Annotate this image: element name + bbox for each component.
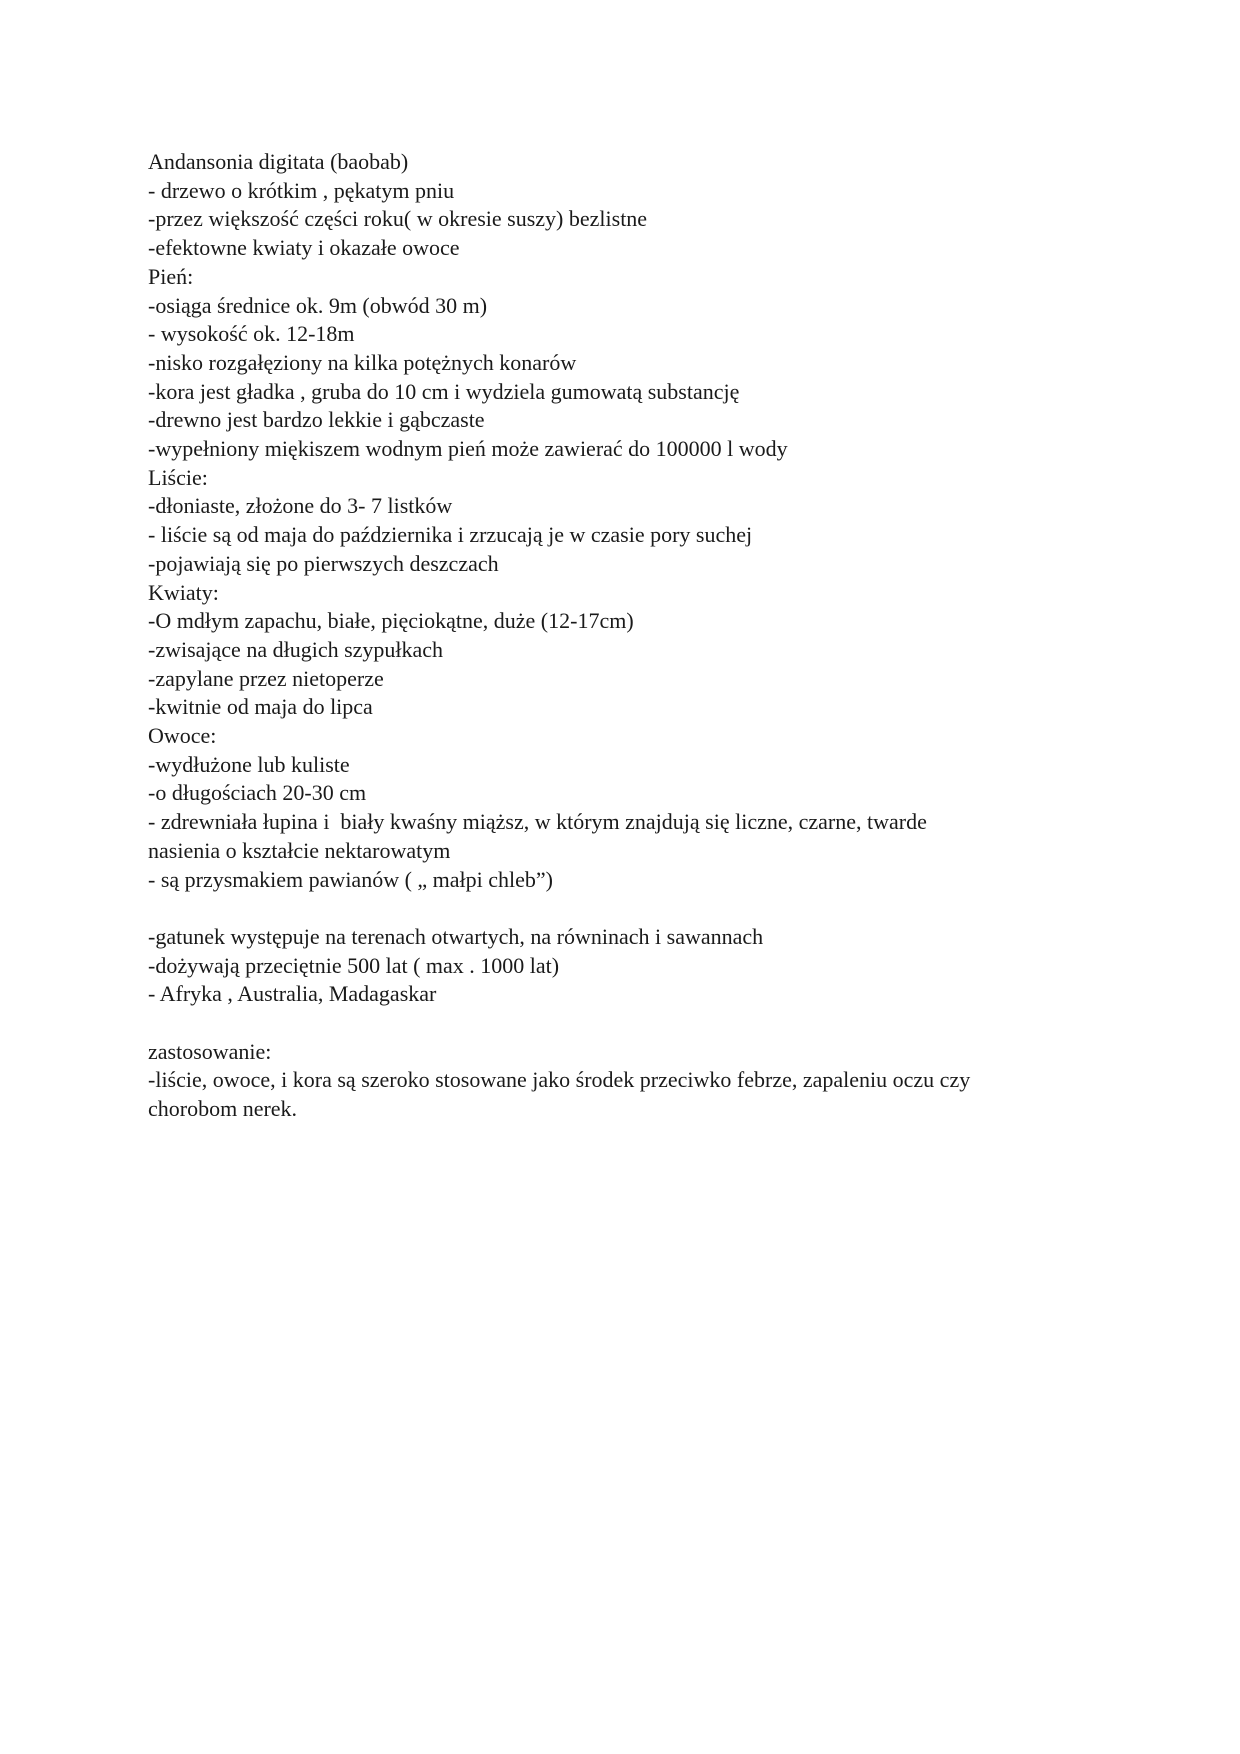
text-line: -efektowne kwiaty i okazałe owoce [148,235,460,261]
text-line: - są przysmakiem pawianów ( „ małpi chleb”) [148,866,554,892]
text-line: -dożywają przeciętnie 500 lat ( max . 1000 lat) [148,952,560,978]
text-line: - liście są od maja do października i zrzucają je w czasie pory suchej [148,522,753,548]
section-heading-owoce: Owoce: [148,723,217,749]
text-line: - drzewo o krótkim , pękatym pniu [148,177,455,203]
section-heading-kwiaty: Kwiaty: [148,579,219,605]
text-line: -dłoniaste, złożone do 3- 7 listków [148,493,453,519]
document-title: Andansonia digitata (baobab) [148,149,409,174]
text-line: -liście, owoce, i kora są szeroko stosowane jako środek przeciwko febrze, zapaleniu oczu czy [148,1067,971,1093]
text-line: chorobom nerek. [148,1096,298,1122]
section-heading-liscie: Liście: [148,464,208,490]
text-line: -kwitnie od maja do lipca [148,694,373,720]
text-line: -przez większość części roku( w okresie suszy) bezlistne [148,206,648,232]
text-line: -wypełniony miękiszem wodnym pień może zawierać do 100000 l wody [148,436,788,462]
text-line: -zwisające na długich szypułkach [148,636,444,662]
text-line: -zapylane przez nietoperze [148,665,384,691]
text-line: -wydłużone lub kuliste [148,751,350,777]
blank-line [148,894,1088,923]
section-heading-pien: Pień: [148,263,194,289]
text-line: -pojawiają się po pierwszych deszczach [148,550,499,576]
text-line: -O mdłym zapachu, białe, pięciokątne, duże (12-17cm) [148,608,634,634]
text-line: -nisko rozgałęziony na kilka potężnych konarów [148,349,577,375]
text-line: - Afryka , Australia, Madagaskar [148,981,437,1007]
document-body [148,148,1088,1124]
text-line: nasienia o kształcie nektarowatym [148,837,451,863]
text-line: -drewno jest bardzo lekkie i gąbczaste [148,407,485,433]
blank-line [148,1009,1088,1038]
section-heading-zastosowanie: zastosowanie: [148,1038,272,1064]
text-line: - wysokość ok. 12-18m [148,321,355,347]
text-line: -o długościach 20-30 cm [148,780,367,806]
text-line: -osiąga średnice ok. 9m (obwód 30 m) [148,292,488,318]
text-line: - zdrewniała łupina i biały kwaśny miąższ, w którym znajdują się liczne, czarne, twarde [148,809,927,835]
text-line: -kora jest gładka , gruba do 10 cm i wydziela gumowatą substancję [148,378,740,404]
text-line: -gatunek występuje na terenach otwartych, na równinach i sawannach [148,923,764,949]
